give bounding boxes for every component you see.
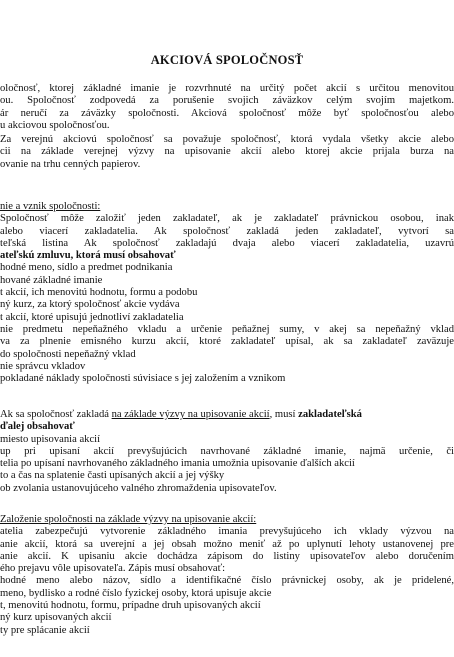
text-line: ou. Spoločnosť zodpovedá za porušenie svojich záväzkov celým svojím majetkom.	[0, 95, 454, 107]
list-item: miesto upisovania akcií	[0, 433, 101, 445]
text-line: cii na základe verejnej výzvy na upisovanie akcií alebo ktorej akcie prijala burza na	[0, 146, 454, 158]
list-item: do spoločnosti nepeňažný vklad	[0, 348, 136, 360]
public-company-paragraph	[0, 134, 454, 171]
list-item: va za plnenie emisného kurzu akcií, ktoré zakladateľ upísal, ak sa zakladateľ zaväzuje	[0, 336, 454, 348]
list-item: ný kurz upisovaných akcií	[0, 612, 112, 624]
intro-paragraph	[0, 83, 454, 132]
text-line: anie akcií, ktorá sa uverejní a jej obsah možno meniť až po uplynutí lehoty ustanovenej pre	[0, 538, 454, 550]
list-item: nie predmetu nepeňažného vkladu a určenie peňažnej sumy, v akej sa nepeňažný vklad	[0, 323, 454, 335]
text-line: Spoločnosť môže založiť jeden zakladateľ, ak je zakladateľ právnickou osobou, inak	[0, 213, 454, 225]
list-item: ob zvolania ustanovujúceho valného zhromaždenia upisovateľov.	[0, 482, 277, 494]
text-line: ďalej obsahovať	[0, 421, 75, 433]
text-line: atelia zabezpečujú vytvorenie základného imania prevyšujúceho ich vklady výzvou na	[0, 526, 454, 538]
list-item: ný kurz, za ktorý spoločnosť akcie vydáva	[0, 299, 180, 311]
list-item: to a čas na splatenie časti upísaných akcií a jej výšky	[0, 470, 225, 482]
text-line: oločnosť, ktorej základné imanie je rozvrhnuté na určitý počet akcií s určitou menovitou	[0, 83, 454, 94]
lead-text-mid: , musí	[269, 409, 299, 420]
list-item: t, menovitú hodnotu, formu, prípadne druh upisovaných akcií	[0, 600, 261, 612]
section-heading: Založenie spoločnosti na základe výzvy na upisovanie akcií:	[0, 514, 257, 525]
text-line: ovanie na trhu cenných papierov.	[0, 158, 141, 170]
lead-bold-text: zakladateľská	[298, 409, 362, 420]
section-heading: nie a vznik spoločnosti:	[0, 201, 101, 212]
contract-requirements-heading: ateľskú zmluvu, ktorá musí obsahovať	[0, 250, 176, 262]
text-line: alebo viacerí zakladatelia. Ak spoločnosť zakladá jeden zakladateľ, vytvorí sa	[0, 225, 454, 237]
list-item: t akcií, ich menovitú hodnotu, formu a podobu	[0, 287, 198, 299]
public-subscription-requirements	[0, 409, 454, 495]
lead-text: Ak sa spoločnosť zakladá	[0, 409, 112, 420]
subscription-founding-section	[0, 514, 454, 637]
list-item: hodné meno, sídlo a predmet podnikania	[0, 262, 173, 274]
text-line: teľská listina Ak spoločnosť zakladajú dvaja alebo viacerí zakladatelia, uzavrú	[0, 237, 454, 249]
list-item: hované základné imanie	[0, 274, 103, 286]
list-item: telia po upísaní navrhovaného základného imania umožnia upisovanie ďalších akcií	[0, 458, 355, 470]
text-line: anie akcií. K upisaniu akcie dochádza zápisom do listiny upisovateľov alebo doručením	[0, 550, 454, 562]
founding-section	[0, 201, 454, 385]
list-item: up pri upisaní akcií prevyšujúcich navrhované základné imanie, najmä určenie, či	[0, 445, 454, 457]
list-item: meno, bydlisko a rodné číslo fyzickej osoby, ktorá upisuje akcie	[0, 587, 272, 599]
text-line: ár neručí za záväzky spoločnosti. Akciová spoločnosť môže byť spoločnosťou alebo	[0, 107, 454, 119]
lead-underlined-text: na základe výzvy na upisovanie akcií	[111, 409, 270, 420]
document-title: AKCIOVÁ SPOLOČNOSŤ	[150, 53, 304, 67]
list-item: nie správcu vkladov	[0, 360, 86, 372]
text-line: Za verejnú akciovú spoločnosť sa považuje spoločnosť, ktorá vydala všetky akcie alebo	[0, 134, 454, 145]
text-line: u akciovou spoločnosťou.	[0, 119, 110, 131]
list-item: ty pre splácanie akcií	[0, 624, 90, 636]
text-line: ého prejavu vôle upisovateľa. Zápis musí obsahovať:	[0, 563, 226, 575]
list-item: t akcií, ktoré upisujú jednotliví zakladatelia	[0, 311, 184, 323]
list-item: pokladané náklady spoločnosti súvisiace s jej založením a vznikom	[0, 373, 286, 385]
list-item: hodné meno alebo názov, sídlo a identifikačné číslo právnickej osoby, ak je pridelené,	[0, 575, 454, 587]
text-line	[0, 409, 454, 421]
